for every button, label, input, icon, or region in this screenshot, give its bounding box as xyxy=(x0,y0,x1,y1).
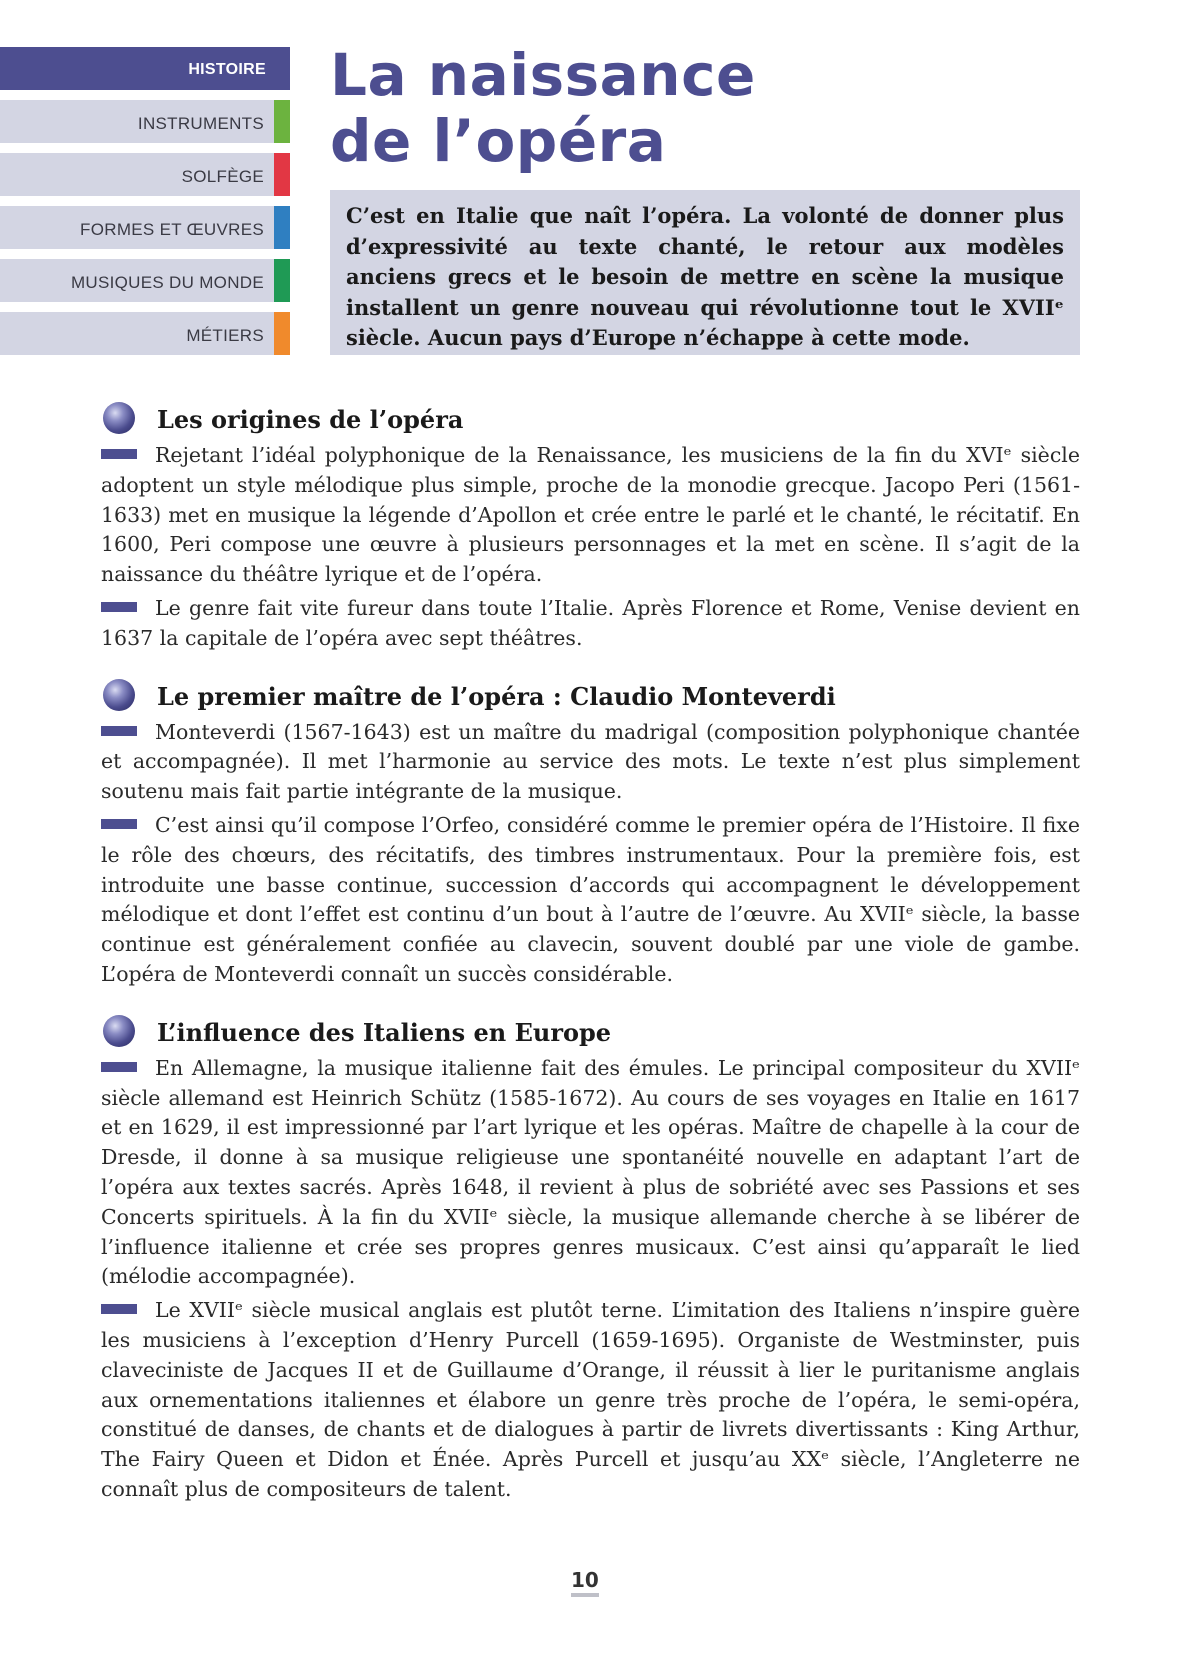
sphere-bullet-icon xyxy=(103,402,135,434)
paragraph xyxy=(101,1054,1080,1292)
section-title: Le premier maître de l’opéra : Claudio Monteverdi xyxy=(157,681,836,711)
nav-item-solfege[interactable] xyxy=(0,153,290,196)
nav-item-musiques-du-monde[interactable] xyxy=(0,259,290,302)
color-tab xyxy=(274,259,290,302)
sphere-bullet-icon xyxy=(103,679,135,711)
page-title xyxy=(330,42,756,174)
paragraph-marker-icon xyxy=(101,1304,137,1314)
paragraph-marker-icon xyxy=(101,726,137,736)
paragraph-text: En Allemagne, la musique italienne fait des émules. Le principal compositeur du XVIIᵉ siècle allemand est Heinrich Schütz (1585-1672). Au cours de ses voyages en Italie en 1617 et en 1629, il est impressionné par l’art lyrique et les opéras. Maître de chapelle à la cour de Dresde, il donne à sa musique religieuse une spontanéité nouvelle en adaptant l’art de l’opéra aux textes sacrés. Après 1648, il revient à plus de sobriété avec ses Passions et ses Concerts spirituels. À la fin du XVIIᵉ siècle, la musique allemande cherche à se libérer de l’influence italienne et crée ses propres genres musicaux. C’est ainsi qu’apparaît le lied (mélodie accompagnée). xyxy=(101,1055,1080,1289)
color-tab xyxy=(274,312,290,355)
paragraph-text: C’est ainsi qu’il compose l’Orfeo, considéré comme le premier opéra de l’Histoire. Il fixe le rôle des chœurs, des récitatifs, des timbres instrumentaux. Pour la première fois, est introduite une basse continue, succession d’accords qui accompagnent le développement mélodique et dont l’effet est continu d’un bout à l’autre de l’œuvre. Au XVIIᵉ siècle, la basse continue est généralement confiée au clavecin, souvent doublé par une viole de gambe. L’opéra de Monteverdi connaît un succès considérable. xyxy=(101,812,1080,986)
section-origines xyxy=(101,399,1080,654)
nav-item-label: FORMES ET ŒUVRES xyxy=(80,220,264,239)
paragraph xyxy=(101,1296,1080,1505)
section-monteverdi xyxy=(101,676,1080,990)
nav-item-label: INSTRUMENTS xyxy=(137,114,264,133)
nav-item-histoire[interactable] xyxy=(0,47,290,90)
paragraph-text: Le XVIIᵉ siècle musical anglais est plutôt terne. L’imitation des Italiens n’inspire guère les musiciens à l’exception d’Henry Purcell (1659-1695). Organiste de Westminster, puis claveciniste de Jacques II et de Guillaume d’Orange, il réussit à lier le puritanisme anglais aux ornementations italiennes et élabore un genre très proche de l’opéra, le semi-opéra, constitué de danses, de chants et de dialogues à partir de livrets divertissants : King Arthur, The Fairy Queen et Didon et Énée. Après Purcell et jusqu’au XXᵉ siècle, l’Angleterre ne connaît plus de compositeurs de talent. xyxy=(101,1298,1080,1501)
section-title: L’influence des Italiens en Europe xyxy=(157,1017,612,1047)
paragraph xyxy=(101,718,1080,807)
paragraph xyxy=(101,441,1080,590)
page-title-line-1: La naissance xyxy=(330,41,756,109)
paragraph-marker-icon xyxy=(101,449,137,459)
paragraph-text: Le genre fait vite fureur dans toute l’Italie. Après Florence et Rome, Venise devient en 1637 la capitale de l’opéra avec sept théâtres. xyxy=(101,595,1080,650)
side-navigation xyxy=(0,47,290,365)
color-tab xyxy=(274,100,290,143)
sphere-bullet-icon xyxy=(103,1015,135,1047)
paragraph-marker-icon xyxy=(101,819,137,829)
nav-item-label: MUSIQUES DU MONDE xyxy=(70,273,264,292)
paragraph-marker-icon xyxy=(101,1062,137,1072)
paragraph-text: Monteverdi (1567-1643) est un maître du madrigal (composition polyphonique chantée et accompagnée). Il met l’harmonie au service des mots. Le texte n’est plus simplement soutenu mais fait partie intégrante de la musique. xyxy=(101,719,1080,804)
color-tab xyxy=(274,153,290,196)
page-title-line-2: de l’opéra xyxy=(330,107,667,175)
section-heading xyxy=(101,1012,1080,1054)
nav-item-label: HISTOIRE xyxy=(188,61,266,78)
section-heading xyxy=(101,399,1080,441)
section-influence xyxy=(101,1012,1080,1505)
paragraph-text: Rejetant l’idéal polyphonique de la Renaissance, les musiciens de la fin du XVIᵉ siècle adoptent un style mélodique plus simple, proche de la monodie grecque. Jacopo Peri (1561-1633) met en musique la légende d’Apollon et crée entre le parlé et le chanté, le récitatif. En 1600, Peri compose une œuvre à plusieurs personnages et la met en scène. Il s’agit de la naissance du théâtre lyrique et de l’opéra. xyxy=(101,443,1080,587)
nav-item-formes-et-oeuvres[interactable] xyxy=(0,206,290,249)
nav-item-label: SOLFÈGE xyxy=(181,167,264,186)
page-number: 10 xyxy=(571,1568,599,1597)
nav-item-label: MÉTIERS xyxy=(186,326,264,345)
nav-item-instruments[interactable] xyxy=(0,100,290,143)
color-tab xyxy=(274,206,290,249)
paragraph xyxy=(101,594,1080,654)
intro-box xyxy=(330,190,1080,355)
section-title: Les origines de l’opéra xyxy=(157,405,464,434)
intro-text: C’est en Italie que naît l’opéra. La volonté de donner plus d’expressivité au texte chanté, le retour aux modèles anciens grecs et le besoin de mettre en scène la musique installent un genre nouveau qui révolutionne tout le XVIIᵉ siècle. Aucun pays d’Europe n’échappe à cette mode. xyxy=(346,203,1064,350)
section-heading xyxy=(101,676,1080,718)
nav-item-metiers[interactable] xyxy=(0,312,290,355)
paragraph-marker-icon xyxy=(101,602,137,612)
article-body xyxy=(101,399,1080,1527)
paragraph xyxy=(101,811,1080,990)
